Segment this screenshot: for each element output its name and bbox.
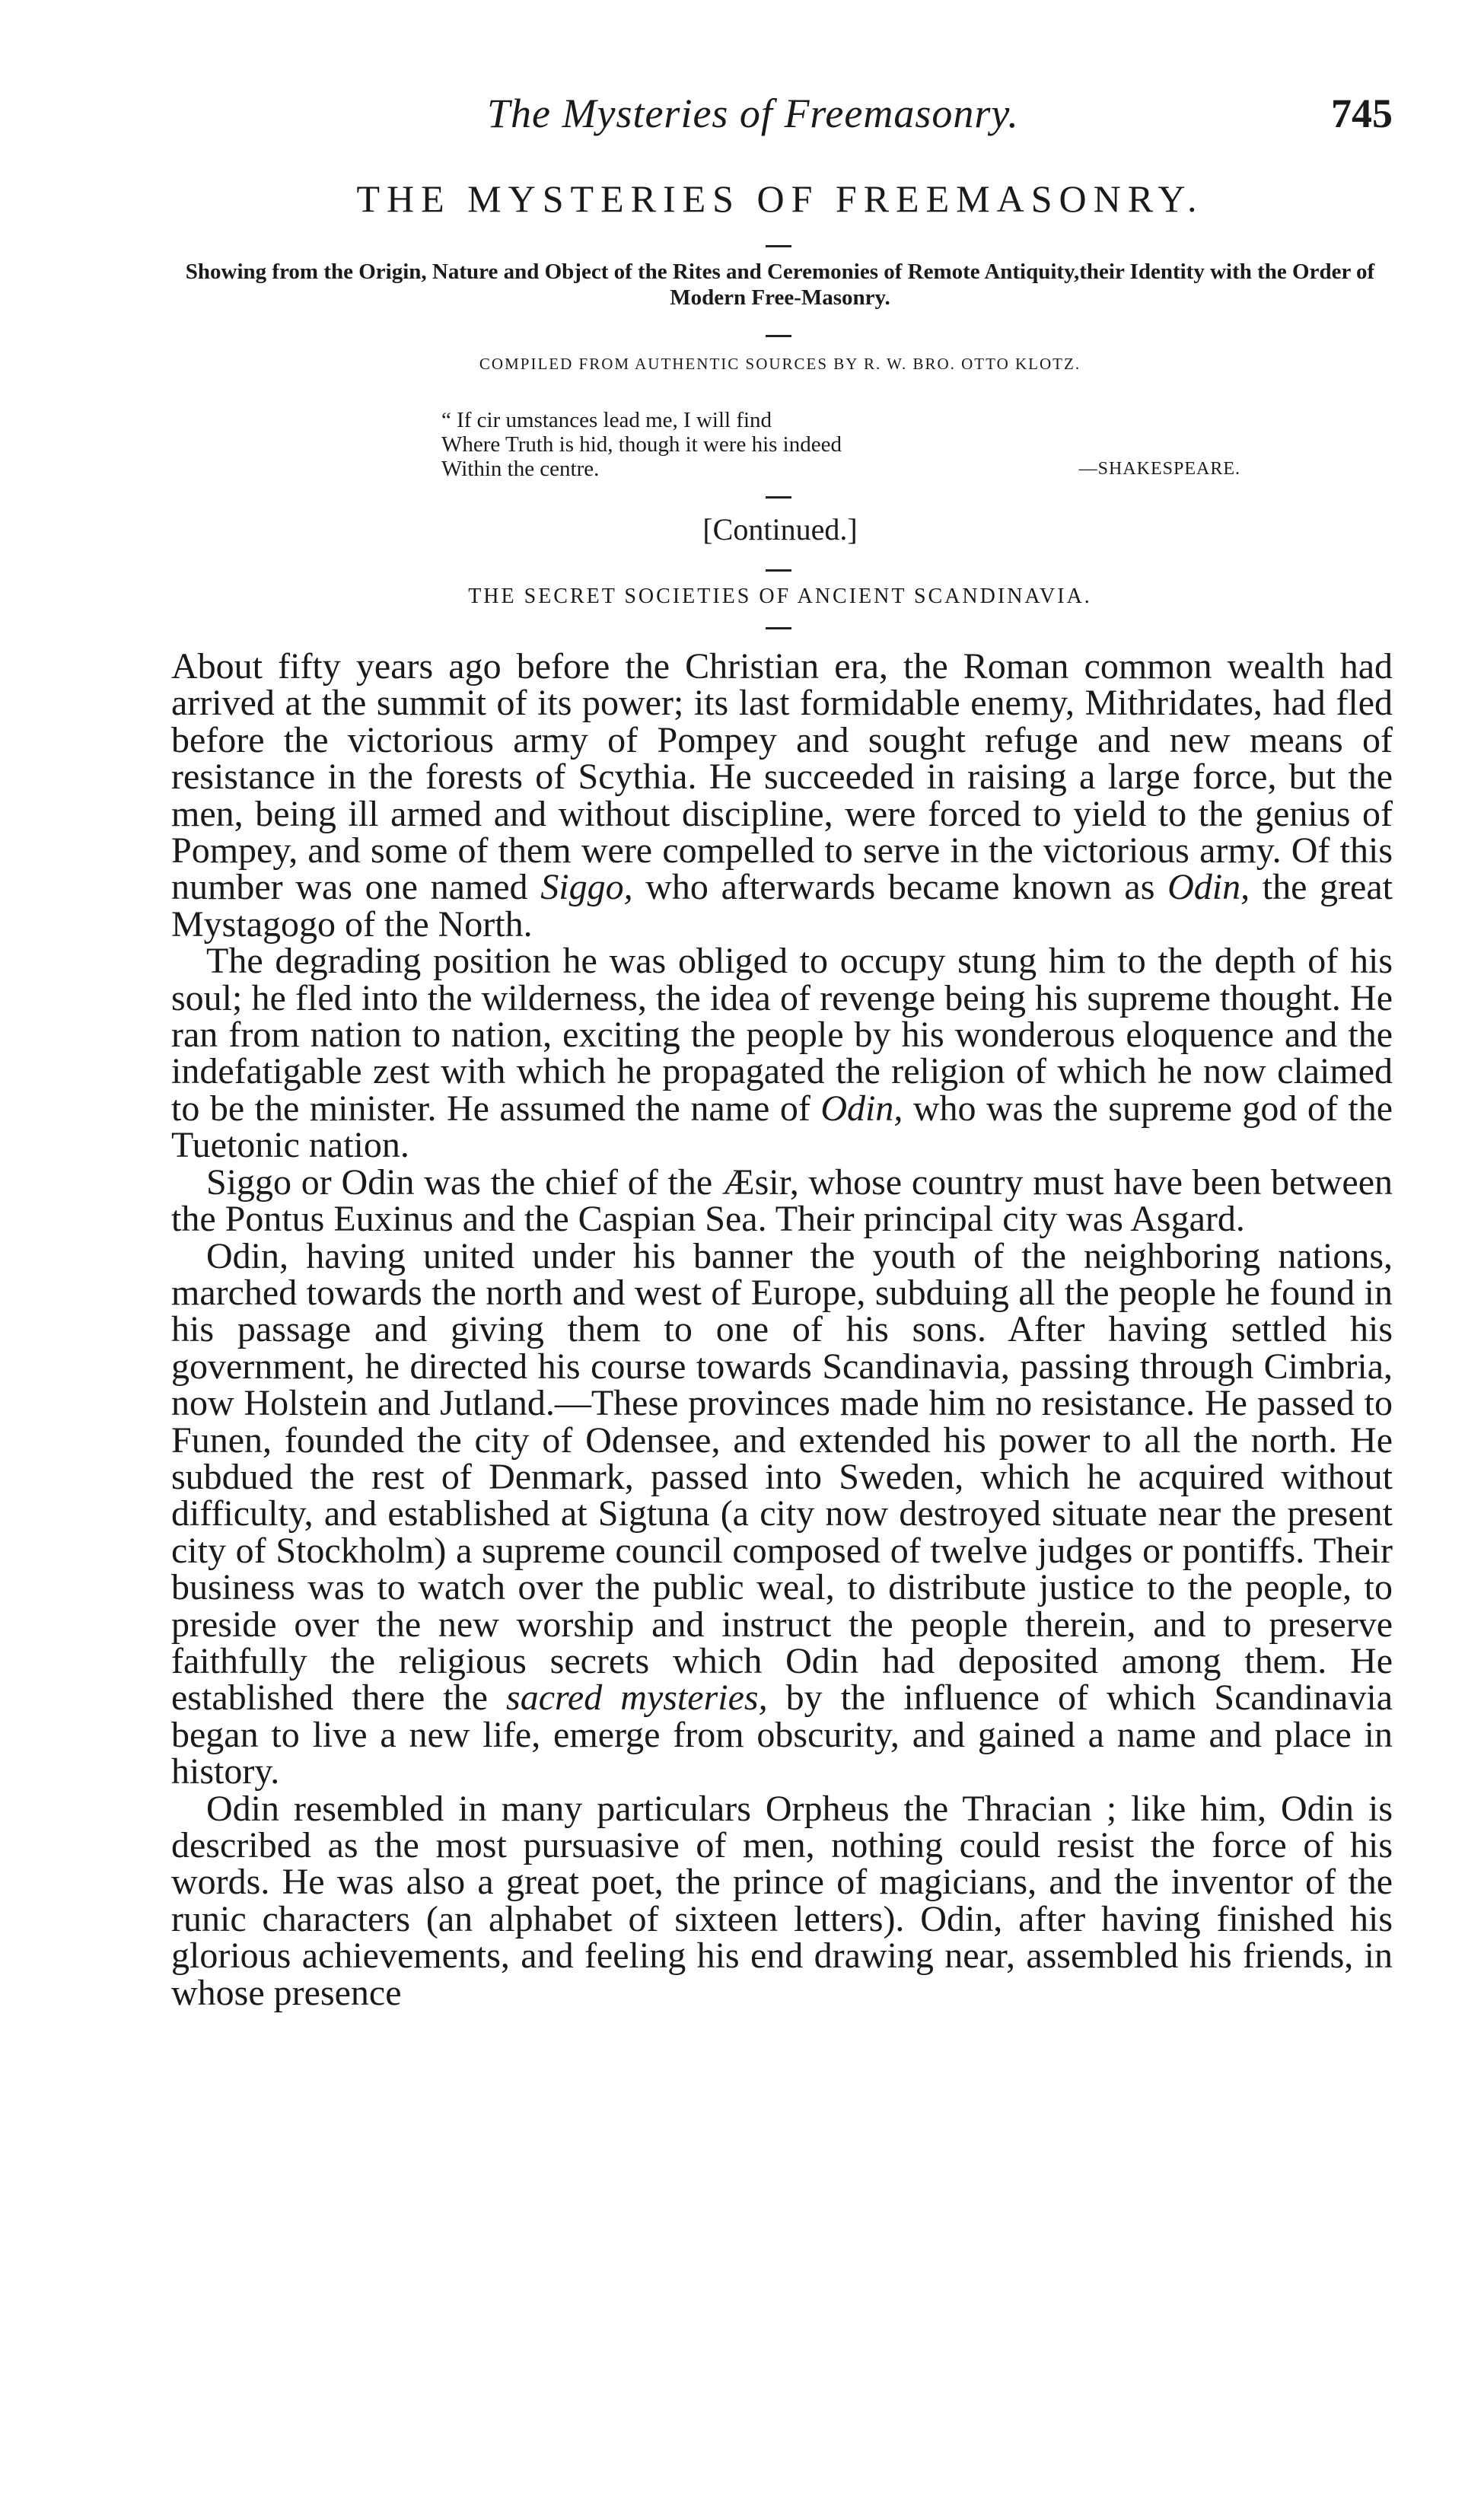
epigraph-attribution: —SHAKESPEARE. (1078, 459, 1240, 479)
running-head-title: The Mysteries of Freemasonry. (487, 91, 1019, 136)
divider-rule (766, 335, 791, 337)
body-paragraph (171, 648, 1393, 943)
italic-name: Odin, (1167, 867, 1250, 908)
text-run: About fifty years ago before the Christian era, the Roman common wealth had arrived at the summit of its power; its last formidable enemy, Mithridates, had fled before the victorious army of Pompey and sought refuge and new means of resistance in the forests of Scythia. He succeeded in raising a large force, but the men, being ill armed and without discipline, were forced to yield to the genius of Pompey, and some of them were compelled to serve in the victorious army. Of this number was one named (171, 646, 1393, 908)
epigraph (441, 408, 1240, 481)
italic-name: Odin, (820, 1088, 903, 1129)
article-body (171, 648, 1393, 2012)
section-title: THE SECRET SOCIETIES OF ANCIENT SCANDINAVIA. (468, 585, 1092, 608)
text-run: who afterwards became known as (632, 867, 1168, 908)
text-run: the great Mystagogo of the North. (171, 867, 1393, 945)
body-paragraph (171, 943, 1393, 1164)
divider-rule (766, 569, 791, 572)
italic-phrase: sacred mysteries, (506, 1677, 768, 1719)
divider-rule (766, 496, 791, 499)
epigraph-line: Where Truth is hid, though it were his indeed (441, 432, 842, 457)
article-subtitle: Showing from the Origin, Nature and Object of the Rites and Ceremonies of Remote Antiquity,their Identity with the Order of Modern Free-Masonry. (185, 260, 1375, 310)
text-run: The degrading position he was obliged to occupy stung him to the depth of his soul; he fled into the wilderness, the idea of revenge being his supreme thought. He ran from nation to nation, exciting the people by his wonderous eloquence and the indefatigable zest with which he propagated the religion of which he now claimed to be the minister. He assumed the name of (171, 941, 1393, 1129)
text-run: who was the supreme god of the Tuetonic nation. (171, 1088, 1393, 1166)
body-paragraph: Siggo or Odin was the chief of the Æsir, whose country must have been between the Pontus Euxinus and the Caspian Sea. Their principal city was Asgard. (171, 1161, 1393, 1240)
body-paragraph: Odin resembled in many particulars Orpheus the Thracian ; like him, Odin is described as the most pursuasive of men, nothing could resist the force of his words. He was also a great poet, the prince of magicians, and the inventor of the runic characters (an alphabet of sixteen letters). Odin, after having finished his glorious achievements, and feeling his end drawing near, assembled his friends, in whose presence (171, 1788, 1393, 2013)
text-run: by the influence of which Scandinavia began to live a new life, emerge from obscurity, and gained a name and place in history. (171, 1677, 1393, 1792)
continued-note: [Continued.] (702, 512, 858, 546)
article-title: THE MYSTERIES OF FREEMASONRY. (356, 177, 1204, 220)
epigraph-line: Within the centre. (441, 457, 600, 481)
page-number: 745 (1331, 91, 1393, 136)
body-paragraph (171, 1235, 1393, 1792)
divider-rule (766, 627, 791, 629)
epigraph-line: “ If cir umstances lead me, I will find (441, 408, 772, 432)
italic-name: Siggo, (540, 867, 633, 908)
text-run: Odin, having united under his banner the youth of the neighboring nations, marched towards the north and west of Europe, subduing all the people he found in his passage and giving them to one of his sons. After having settled his government, he directed his course towards Scandinavia, passing through Cimbria, now Holstein and Jutland.—These provinces made him no resistance. He passed to Funen, founded the city of Odensee, and extended his power to all the north. He subdued the rest of Denmark, passed into Sweden, which he acquired without difficulty, and established at Sigtuna (a city now destroyed situate near the present city of Stockholm) a supreme council composed of twelve judges or pontiffs. Their business was to watch over the public weal, to distribute justice to the people, to preside over the new worship and instruct the people therein, and to preserve faithfully the religious secrets which Odin had deposited among them. He established there the (171, 1235, 1393, 1719)
compiler-credit: COMPILED FROM AUTHENTIC SOURCES BY R. W. BRO. OTTO KLOTZ. (479, 355, 1081, 373)
divider-rule (766, 245, 791, 247)
running-head (487, 90, 1393, 151)
